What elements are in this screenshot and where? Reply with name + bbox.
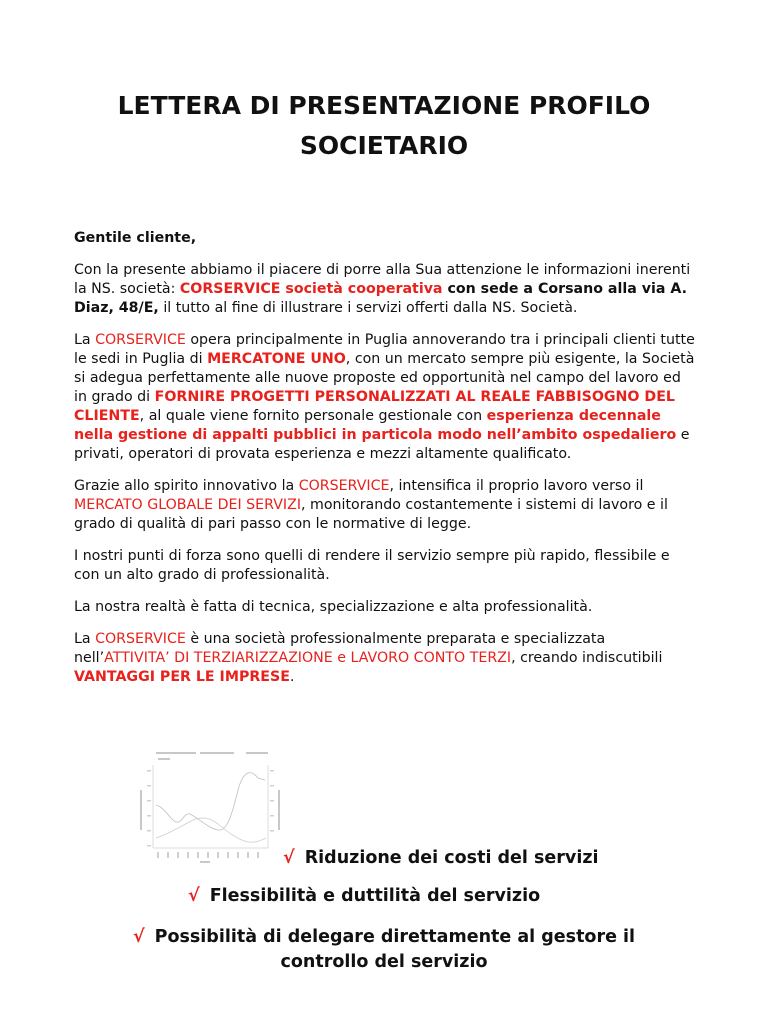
p6-text-4: . (289, 669, 295, 685)
p6-company: CORSERVICE (95, 631, 186, 647)
p2-highlight-experience: esperienza decennale nella gestione di appalti pubblici in particola modo nell’ambito ospedaliero (74, 408, 677, 443)
p2-text-3: , con un mercato sempre più esigente, la Società si adegua perfettamente alle nuove proposte ed opportunità nel campo del lavoro ed in grado di (74, 351, 695, 405)
p2-text-1: La (74, 332, 96, 348)
p6-and: e (332, 650, 351, 666)
p6-text-3: , creando indiscutibili (511, 650, 663, 666)
paragraph-4: I nostri punti di forza sono quelli di rendere il servizio sempre più rapido, flessibile e con un alto grado di professionalità. (74, 548, 670, 583)
paragraph-1 (74, 261, 698, 318)
paragraph-2 (74, 331, 698, 464)
paragraph-5: La nostra realtà è fatta di tecnica, specializzazione e alta professionalità. (74, 599, 593, 615)
title-line-1: LETTERA DI PRESENTAZIONE PROFILO (117, 91, 651, 120)
p2-company: CORSERVICE (95, 332, 186, 348)
bullet-2-text: Flessibilità e duttilità del servizio (209, 886, 541, 906)
p3-text-2: , intensifica il proprio lavoro verso il (389, 478, 644, 494)
p3-company: CORSERVICE (298, 478, 390, 494)
p6-third-party: LAVORO CONTO TERZI (350, 650, 512, 666)
bullet-1-text: Riduzione dei costi del servizi (304, 848, 599, 868)
p1-address: con sede a Corsano alla via A. Diaz, 48/E, (74, 281, 687, 316)
p2-text-2: opera principalmente in Puglia annoverando tra i principali clienti tutte le sedi in Puglia di (74, 332, 695, 367)
p3-text-1: Grazie allo spirito innovativo la (74, 478, 299, 494)
p3-global-market: MERCATO GLOBALE DEI SERVIZI (74, 497, 302, 513)
p6-text-1: La (74, 631, 96, 647)
p2-client: MERCATONE UNO (207, 351, 346, 367)
bullet-2 (0, 884, 768, 909)
p1-text-1: Con la presente abbiamo il piacere di porre alla Sua attenzione le informazioni inerenti la NS. società: (74, 262, 691, 297)
p1-text-2: il tutto al fine di illustrare i servizi offerti dalla NS. Società. (158, 300, 578, 316)
p2-text-5: e privati, operatori di provata esperienza e mezzi altamente qualificato. (74, 427, 690, 462)
letter-body (74, 229, 698, 700)
p1-company-name: CORSERVICE società cooperativa (179, 281, 443, 297)
greeting: Gentile cliente, (74, 230, 197, 246)
paragraph-6 (74, 630, 698, 687)
bullet-1 (0, 846, 768, 871)
title-line-2: SOCIETARIO (299, 131, 469, 160)
p3-text-3: , monitorando costantemente i sistemi di lavoro e il grado di qualità di pari passo con le normative di legge. (74, 497, 668, 532)
p2-highlight-projects: FORNIRE PROGETTI PERSONALIZZATI AL REALE FABBISOGNO DEL CLIENTE (74, 389, 675, 424)
check-icon: √ (283, 848, 295, 868)
p6-advantages: VANTAGGI PER LE IMPRESE (74, 669, 290, 685)
paragraph-3 (74, 477, 698, 534)
p6-outsourcing: ATTIVITA’ DI TERZIARIZZAZIONE (104, 650, 333, 666)
bullet-3-line-1 (0, 925, 768, 950)
bullet-3 (0, 925, 768, 975)
bullet-3-text-line-1: Possibilità di delegare direttamente al gestore il (154, 927, 636, 947)
document-title (0, 86, 768, 166)
p2-text-4: , al quale viene fornito personale gestionale con (139, 408, 487, 424)
check-icon: √ (188, 886, 200, 906)
check-icon: √ (132, 927, 145, 947)
p6-text-2: è una società professionalmente preparata e specializzata nell’ (74, 631, 606, 666)
bullet-3-text-line-2: controllo del servizio (280, 952, 488, 972)
